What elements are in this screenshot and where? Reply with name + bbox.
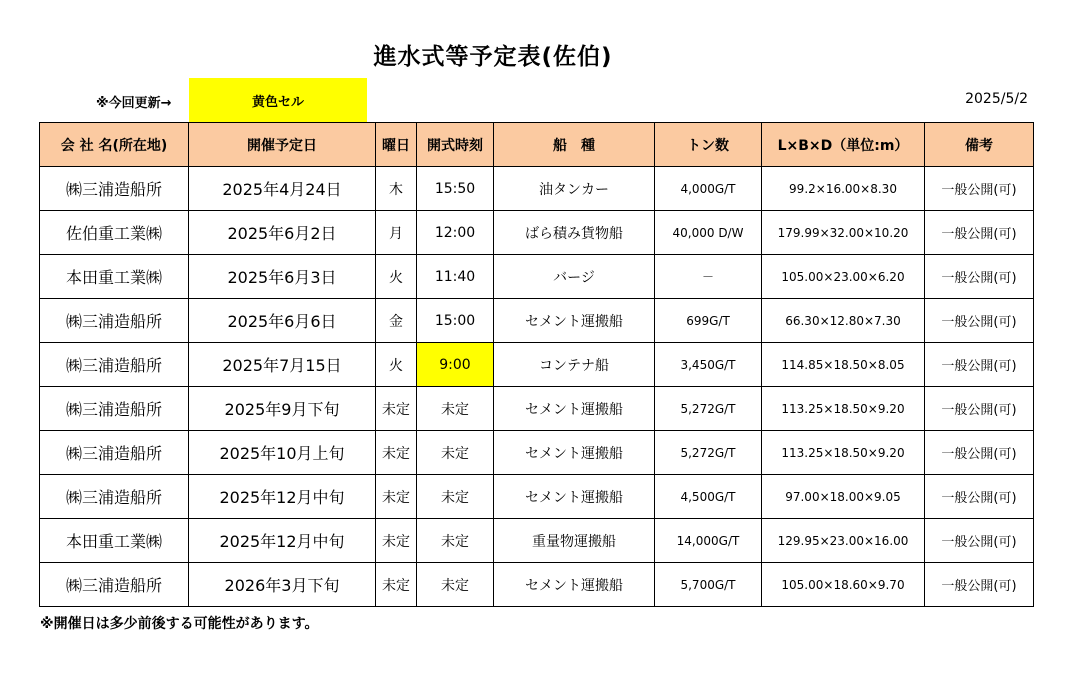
- cell-day-of-week: 未定: [376, 431, 417, 475]
- cell-dimensions: 105.00×23.00×6.20: [762, 255, 925, 299]
- cell-ship-type: コンテナ船: [494, 343, 655, 387]
- cell-ship-type: セメント運搬船: [494, 299, 655, 343]
- cell-start-time: 11:40: [417, 255, 494, 299]
- header-ship-type: 船 種: [494, 123, 655, 167]
- cell-start-time: 15:00: [417, 299, 494, 343]
- cell-dimensions: 66.30×12.80×7.30: [762, 299, 925, 343]
- cell-dimensions: 129.95×23.00×16.00: [762, 519, 925, 563]
- cell-note: 一般公開(可): [925, 167, 1034, 211]
- header-note: 備考: [925, 123, 1034, 167]
- table-row: [40, 563, 1034, 607]
- cell-tonnage: 40,000 D/W: [655, 211, 762, 255]
- cell-tonnage: 4,000G/T: [655, 167, 762, 211]
- cell-ship-type: 重量物運搬船: [494, 519, 655, 563]
- cell-note: 一般公開(可): [925, 475, 1034, 519]
- table-row: [40, 167, 1034, 211]
- cell-dimensions: 114.85×18.50×8.05: [762, 343, 925, 387]
- table-row: [40, 299, 1034, 343]
- header-day-of-week: 曜日: [376, 123, 417, 167]
- cell-date: 2025年6月2日: [189, 211, 376, 255]
- cell-start-time: 未定: [417, 519, 494, 563]
- cell-ship-type: セメント運搬船: [494, 387, 655, 431]
- cell-note: 一般公開(可): [925, 255, 1034, 299]
- table-row: [40, 343, 1034, 387]
- cell-dimensions: 99.2×16.00×8.30: [762, 167, 925, 211]
- table-row: [40, 387, 1034, 431]
- cell-dimensions: 97.00×18.00×9.05: [762, 475, 925, 519]
- table-row: [40, 255, 1034, 299]
- cell-tonnage: 4,500G/T: [655, 475, 762, 519]
- cell-day-of-week: 月: [376, 211, 417, 255]
- cell-day-of-week: 未定: [376, 387, 417, 431]
- cell-dimensions: 113.25×18.50×9.20: [762, 387, 925, 431]
- table-row: [40, 519, 1034, 563]
- cell-company: ㈱三浦造船所: [40, 299, 189, 343]
- cell-ship-type: セメント運搬船: [494, 431, 655, 475]
- cell-dimensions: 113.25×18.50×9.20: [762, 431, 925, 475]
- cell-tonnage: 5,700G/T: [655, 563, 762, 607]
- cell-ship-type: バージ: [494, 255, 655, 299]
- cell-start-time: 未定: [417, 387, 494, 431]
- cell-company: ㈱三浦造船所: [40, 167, 189, 211]
- update-note: ※今回更新→: [96, 96, 172, 111]
- header-dimensions: L×B×D（単位:m）: [762, 123, 925, 167]
- cell-tonnage: 699G/T: [655, 299, 762, 343]
- schedule-table: [39, 122, 1034, 607]
- cell-tonnage: －: [655, 255, 762, 299]
- cell-note: 一般公開(可): [925, 431, 1034, 475]
- cell-company: ㈱三浦造船所: [40, 387, 189, 431]
- cell-ship-type: ばら積み貨物船: [494, 211, 655, 255]
- cell-date: 2025年10月上旬: [189, 431, 376, 475]
- cell-start-time: 9:00: [417, 343, 494, 387]
- cell-start-time: 12:00: [417, 211, 494, 255]
- cell-start-time: 未定: [417, 431, 494, 475]
- cell-date: 2025年6月3日: [189, 255, 376, 299]
- cell-date: 2025年4月24日: [189, 167, 376, 211]
- cell-ship-type: セメント運搬船: [494, 563, 655, 607]
- cell-ship-type: 油タンカー: [494, 167, 655, 211]
- cell-tonnage: 14,000G/T: [655, 519, 762, 563]
- cell-company: 佐伯重工業㈱: [40, 211, 189, 255]
- cell-note: 一般公開(可): [925, 387, 1034, 431]
- cell-company: 本田重工業㈱: [40, 255, 189, 299]
- table-row: [40, 431, 1034, 475]
- cell-start-time: 未定: [417, 563, 494, 607]
- update-legend-cell: 黄色セル: [189, 78, 367, 122]
- header-company: 会 社 名(所在地): [40, 123, 189, 167]
- cell-start-time: 15:50: [417, 167, 494, 211]
- cell-date: 2025年9月下旬: [189, 387, 376, 431]
- schedule-body: [40, 167, 1034, 607]
- table-row: [40, 211, 1034, 255]
- cell-company: ㈱三浦造船所: [40, 563, 189, 607]
- table-row: [40, 475, 1034, 519]
- cell-day-of-week: 未定: [376, 563, 417, 607]
- cell-company: 本田重工業㈱: [40, 519, 189, 563]
- cell-ship-type: セメント運搬船: [494, 475, 655, 519]
- cell-date: 2025年7月15日: [189, 343, 376, 387]
- header-date: 開催予定日: [189, 123, 376, 167]
- cell-start-time: 未定: [417, 475, 494, 519]
- header-row: [40, 123, 1034, 167]
- cell-day-of-week: 火: [376, 343, 417, 387]
- cell-day-of-week: 未定: [376, 519, 417, 563]
- cell-company: ㈱三浦造船所: [40, 343, 189, 387]
- cell-note: 一般公開(可): [925, 563, 1034, 607]
- cell-day-of-week: 火: [376, 255, 417, 299]
- cell-dimensions: 179.99×32.00×10.20: [762, 211, 925, 255]
- issued-date: 2025/5/2: [965, 91, 1028, 107]
- cell-company: ㈱三浦造船所: [40, 475, 189, 519]
- cell-tonnage: 5,272G/T: [655, 387, 762, 431]
- cell-note: 一般公開(可): [925, 343, 1034, 387]
- cell-date: 2025年12月中旬: [189, 519, 376, 563]
- cell-date: 2026年3月下旬: [189, 563, 376, 607]
- cell-date: 2025年12月中旬: [189, 475, 376, 519]
- cell-day-of-week: 未定: [376, 475, 417, 519]
- cell-day-of-week: 金: [376, 299, 417, 343]
- cell-note: 一般公開(可): [925, 299, 1034, 343]
- cell-note: 一般公開(可): [925, 211, 1034, 255]
- cell-company: ㈱三浦造船所: [40, 431, 189, 475]
- header-tonnage: トン数: [655, 123, 762, 167]
- cell-tonnage: 5,272G/T: [655, 431, 762, 475]
- page-title: 進水式等予定表(佐伯): [373, 44, 613, 70]
- cell-day-of-week: 木: [376, 167, 417, 211]
- cell-date: 2025年6月6日: [189, 299, 376, 343]
- cell-tonnage: 3,450G/T: [655, 343, 762, 387]
- cell-note: 一般公開(可): [925, 519, 1034, 563]
- header-start-time: 開式時刻: [417, 123, 494, 167]
- cell-dimensions: 105.00×18.60×9.70: [762, 563, 925, 607]
- footnote: ※開催日は多少前後する可能性があります。: [40, 616, 319, 632]
